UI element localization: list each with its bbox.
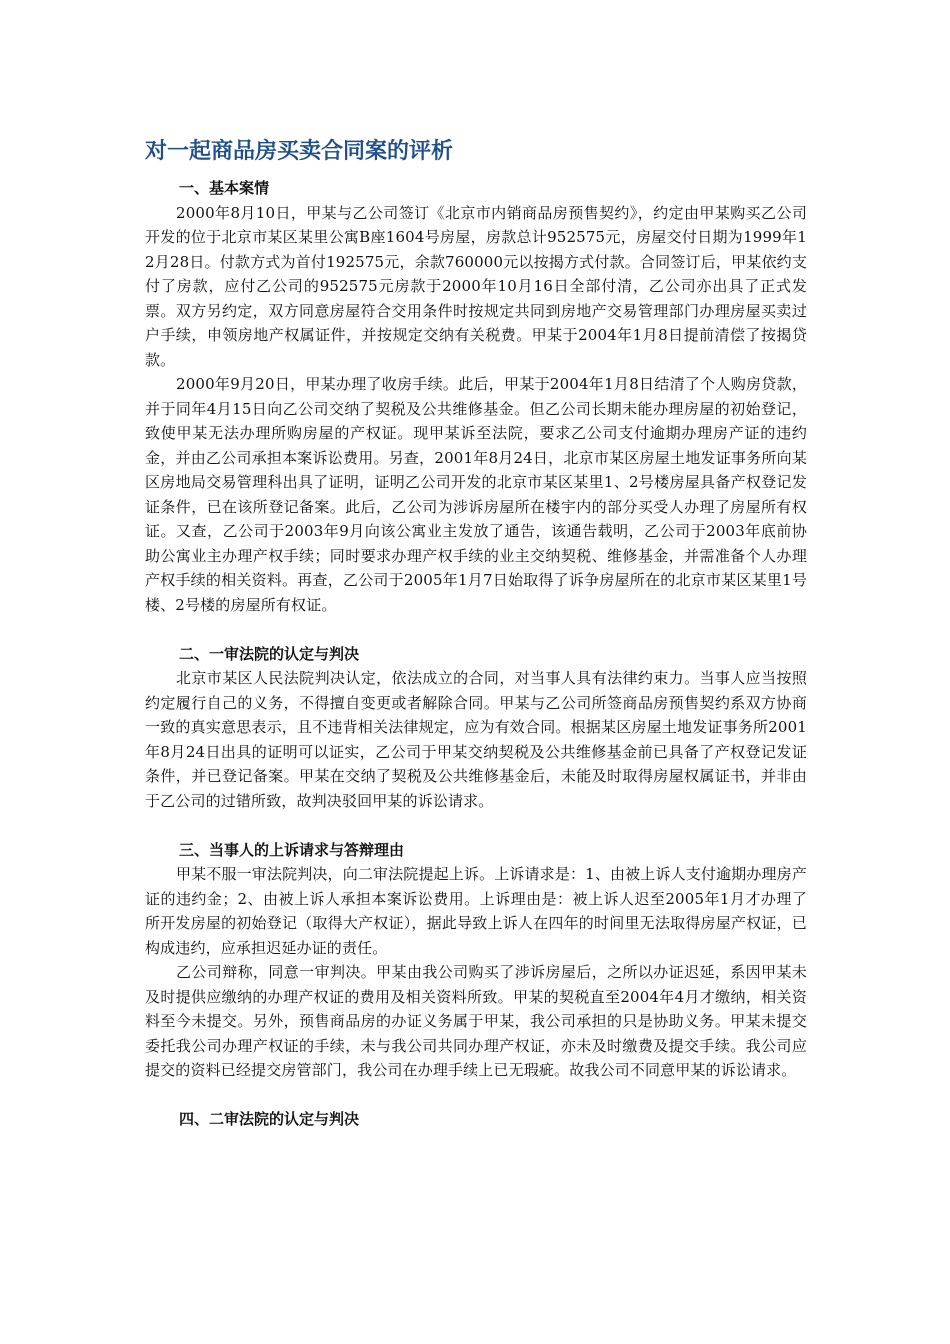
section-3-paragraph-1: 甲某不服一审法院判决，向二审法院提起上诉。上诉请求是：1、由被上诉人支付逾期办理房产证的违约金；2、由被上诉人承担本案诉讼费用。上诉理由是：被上诉人迟至2005年1月才办理了所开发房屋的初始登记（取得大产权证），据此导致上诉人在四年的时间里无法取得房屋产权证，已构成违约，应承担迟延办证的责任。	[145, 865, 807, 957]
document-body	[145, 176, 807, 1132]
paragraph-spacer	[145, 617, 807, 642]
section-heading-4: 四、二审法院的认定与判决	[179, 1110, 360, 1128]
section-3-paragraph-2: 乙公司辩称，同意一审判决。甲某由我公司购买了涉诉房屋后，之所以办证迟延，系因甲某未及时提供应缴纳的办理产权证的费用及相关资料所致。甲某的契税直至2004年4月才缴纳，相关资料至今未提交。另外，预售商品房的办证义务属于甲某，我公司承担的只是协助义务。甲某未提交委托我公司办理产权证的手续，未与我公司共同办理产权证，亦未及时缴费及提交手续。我公司应提交的资料已经提交房管部门，我公司在办理手续上已无瑕疵。故我公司不同意甲某的诉讼请求。	[145, 963, 807, 1079]
paragraph-spacer	[145, 1083, 807, 1108]
section-heading-2: 二、一审法院的认定与判决	[179, 644, 360, 663]
section-2-paragraph-1: 北京市某区人民法院判决认定，依法成立的合同，对当事人具有法律约束力。当事人应当按照约定履行自己的义务，不得擅自变更或者解除合同。甲某与乙公司所签商品房预售契约系双方协商一致的真实意思表示，且不违背相关法律规定，应为有效合同。根据某区房屋土地发证事务所2001年8月24日出具的证明可以证实，乙公司于甲某交纳契税及公共维修基金前已具备了产权登记发证条件，并已登记备案。甲某在交纳了契税及公共维修基金后，未能及时取得房屋权属证书，并非由于乙公司的过错所致，故判决驳回甲某的诉讼请求。	[145, 669, 807, 810]
section-heading-1: 一、基本案情	[179, 179, 270, 197]
document-title: 对一起商品房买卖合同案的评析	[145, 139, 454, 164]
paragraph-spacer	[145, 813, 807, 838]
section-1-paragraph-1: 2000年8月10日，甲某与乙公司签订《北京市内销商品房预售契约》，约定由甲某购买乙公司开发的位于北京市某区某里公寓B座1604号房屋，房款总计952575元，房屋交付日期为1999年12月28日。付款方式为首付192575元，余款760000元以按揭方式付款。合同签订后，甲某依约支付了房款，应付乙公司的952575元房款于2000年10月16日全部付清，乙公司亦出具了正式发票。双方另约定，双方同意房屋符合交用条件时按规定共同到房地产交易管理部门办理房屋买卖过户手续，申领房地产权属证件，并按规定交纳有关税费。甲某于2004年1月8日提前清偿了按揭贷款。	[145, 203, 807, 369]
section-1-paragraph-2: 2000年9月20日，甲某办理了收房手续。此后，甲某于2004年1月8日结清了个人购房贷款，并于同年4月15日向乙公司交纳了契税及公共维修基金。但乙公司长期未能办理房屋的初始登记，致使甲某无法办理所购房屋的产权证。现甲某诉至法院，要求乙公司支付逾期办理房产证的违约金，并由乙公司承担本案诉讼费用。另查，2001年8月24日，北京市某区房屋土地发证事务所向某区房地局交易管理科出具了证明，证明乙公司开发的北京市某区某里1、2号楼房屋具备产权登记发证条件，已在该所登记备案。此后，乙公司为涉诉房屋所在楼宇内的部分买受人办理了房屋所有权证。又查，乙公司于2003年9月向该公寓业主发放了通告，该通告载明，乙公司于2003年底前协助公寓业主办理产权手续；同时要求办理产权手续的业主交纳契税、维修基金，并需准备个人办理产权手续的相关资料。再查，乙公司于2005年1月7日始取得了诉争房屋所在的北京市某区某里1号楼、2号楼的房屋所有权证。	[145, 375, 807, 614]
section-heading-3: 三、当事人的上诉请求与答辩理由	[179, 840, 405, 859]
